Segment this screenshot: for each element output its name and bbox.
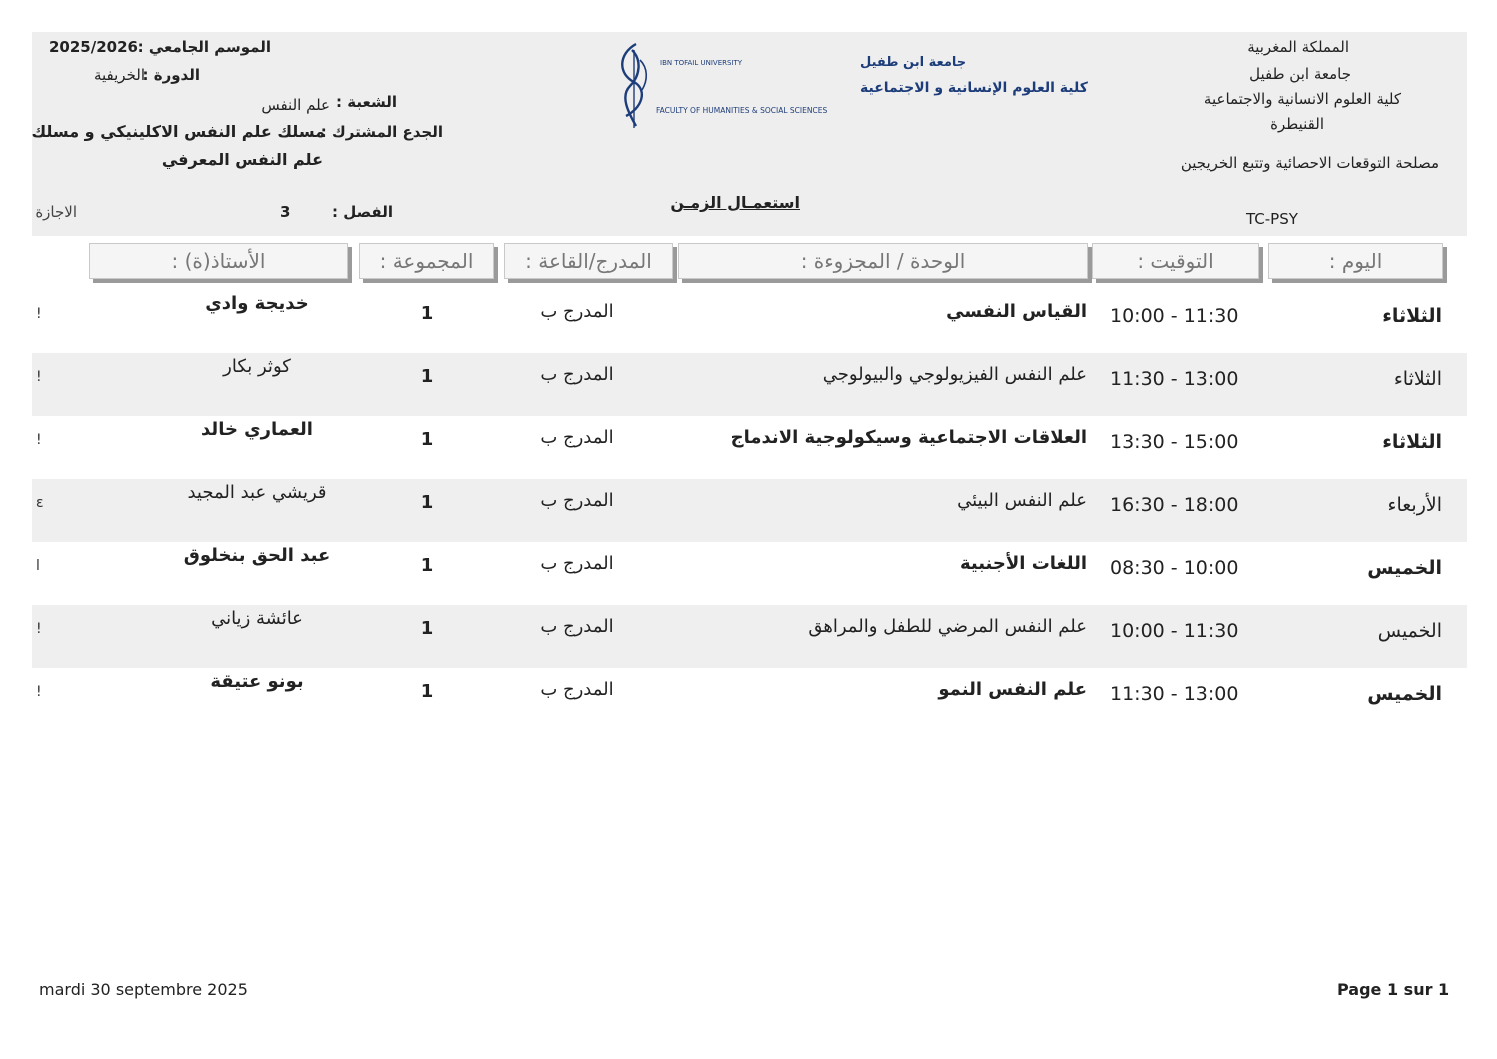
row-group: 1 — [420, 429, 434, 450]
row-group: 1 — [420, 618, 434, 639]
session-label: الدورة : — [142, 66, 200, 84]
row-group: 1 — [420, 492, 434, 513]
header-line-university: جامعة ابن طفيل — [1249, 65, 1351, 83]
season-value: 2025/2026 — [49, 38, 138, 56]
row-module: علم النفس البيئي — [957, 490, 1087, 511]
row-module: علم النفس الفيزيولوجي والبيولوجي — [822, 364, 1087, 385]
header-line-city: القنيطرة — [1270, 115, 1324, 133]
footer-page-number: Page 1 sur 1 — [1337, 980, 1450, 999]
table-row — [32, 479, 1467, 542]
column-header-professor: الأستاذ(ة) : — [89, 243, 348, 279]
row-module: العلاقات الاجتماعية وسيكولوجية الاندماج — [730, 427, 1087, 448]
row-module: اللغات الأجنبية — [959, 553, 1087, 574]
row-module: علم النفس النمو — [938, 679, 1087, 700]
row-hall: المدرج ب — [540, 301, 614, 322]
row-time: 13:30 - 15:00 — [1110, 431, 1239, 453]
row-group: 1 — [420, 681, 434, 702]
table-row — [32, 416, 1467, 479]
common-core-value-line2: علم النفس المعرفي — [161, 150, 323, 169]
row-day: الثلاثاء — [1382, 305, 1442, 327]
header-line-faculty: كلية العلوم الانسانية والاجتماعية — [1203, 90, 1401, 108]
row-module: علم النفس المرضي للطفل والمراهق — [808, 616, 1087, 637]
row-time: 16:30 - 18:00 — [1110, 494, 1239, 516]
row-edge-mark: ! — [36, 306, 42, 322]
logo-english-line1: IBN TOFAIL UNIVERSITY — [660, 59, 743, 67]
table-row — [32, 605, 1467, 668]
page-title: استعمـال الزمـن — [670, 193, 800, 212]
table-row — [32, 353, 1467, 416]
row-day: الخميس — [1377, 620, 1442, 642]
row-day: الخميس — [1367, 683, 1442, 705]
row-hall: المدرج ب — [540, 427, 614, 448]
row-hall: المدرج ب — [540, 490, 614, 511]
row-time: 11:30 - 13:00 — [1110, 683, 1239, 705]
header-code: TC-PSY — [1246, 210, 1298, 228]
row-professor: خديجة وادي — [205, 293, 309, 314]
row-day: الثلاثاء — [1382, 431, 1442, 453]
branch-label: الشعبة : — [336, 93, 397, 111]
season-label: الموسم الجامعي : — [137, 38, 271, 56]
row-professor: قريشي عبد المجيد — [187, 482, 327, 503]
row-edge-mark: ! — [36, 369, 42, 385]
branch-value: علم النفس — [261, 96, 330, 114]
row-time: 10:00 - 11:30 — [1110, 305, 1239, 327]
header-line-kingdom: المملكة المغربية — [1247, 38, 1349, 56]
row-day: الثلاثاء — [1393, 368, 1442, 390]
row-hall: المدرج ب — [540, 364, 614, 385]
degree-label: الاجازة — [35, 203, 77, 221]
row-hall: المدرج ب — [540, 553, 614, 574]
row-hall: المدرج ب — [540, 679, 614, 700]
row-professor: بونو عتيقة — [210, 671, 304, 692]
row-professor: كوثر بكار — [223, 356, 291, 377]
row-module: القياس النفسي — [946, 301, 1087, 322]
row-time: 10:00 - 11:30 — [1110, 620, 1239, 642]
column-header-module: الوحدة / المجزوءة : — [678, 243, 1088, 279]
row-edge-mark: ! — [36, 432, 42, 448]
row-edge-mark: ! — [36, 621, 42, 637]
table-row — [32, 290, 1467, 353]
semester-value: 3 — [280, 203, 291, 221]
row-group: 1 — [420, 555, 434, 576]
footer-date: mardi 30 septembre 2025 — [39, 980, 248, 999]
logo-arabic-line2: كلية العلوم الإنسانية و الاجتماعية — [860, 80, 1088, 96]
common-core-value-line1: مسلك علم النفس الاكلينيكي و مسلك — [31, 122, 325, 141]
row-edge-mark: l — [36, 558, 40, 574]
row-professor: عائشة زياني — [211, 608, 303, 629]
row-edge-mark: ! — [36, 684, 42, 700]
row-group: 1 — [420, 303, 434, 324]
header-service: مصلحة التوقعات الاحصائية وتتبع الخريجين — [1180, 154, 1439, 172]
row-day: الخميس — [1367, 557, 1442, 579]
row-time: 08:30 - 10:00 — [1110, 557, 1239, 579]
row-time: 11:30 - 13:00 — [1110, 368, 1239, 390]
row-group: 1 — [420, 366, 434, 387]
row-day: الأربعاء — [1387, 494, 1442, 516]
column-header-hall: المدرج/القاعة : — [504, 243, 673, 279]
column-header-day: اليوم : — [1268, 243, 1443, 279]
logo-emblem-icon — [612, 40, 1088, 132]
row-professor: العماري خالد — [201, 419, 313, 440]
column-header-time: التوقيت : — [1092, 243, 1259, 279]
logo-arabic-line1: جامعة ابن طفيل — [860, 55, 967, 70]
row-hall: المدرج ب — [540, 616, 614, 637]
column-header-group: المجموعة : — [359, 243, 494, 279]
semester-label: الفصل : — [332, 203, 393, 221]
common-core-label: الجدع المشترك : — [320, 123, 443, 141]
table-row — [32, 668, 1467, 731]
row-professor: عبد الحق بنخلوق — [183, 545, 331, 566]
row-edge-mark: ε — [36, 495, 44, 511]
session-value: الخريفية — [93, 66, 145, 84]
university-logo — [612, 40, 1088, 132]
logo-english-line2: FACULTY OF HUMANITIES & SOCIAL SCIENCES — [656, 106, 828, 115]
table-row — [32, 542, 1467, 605]
